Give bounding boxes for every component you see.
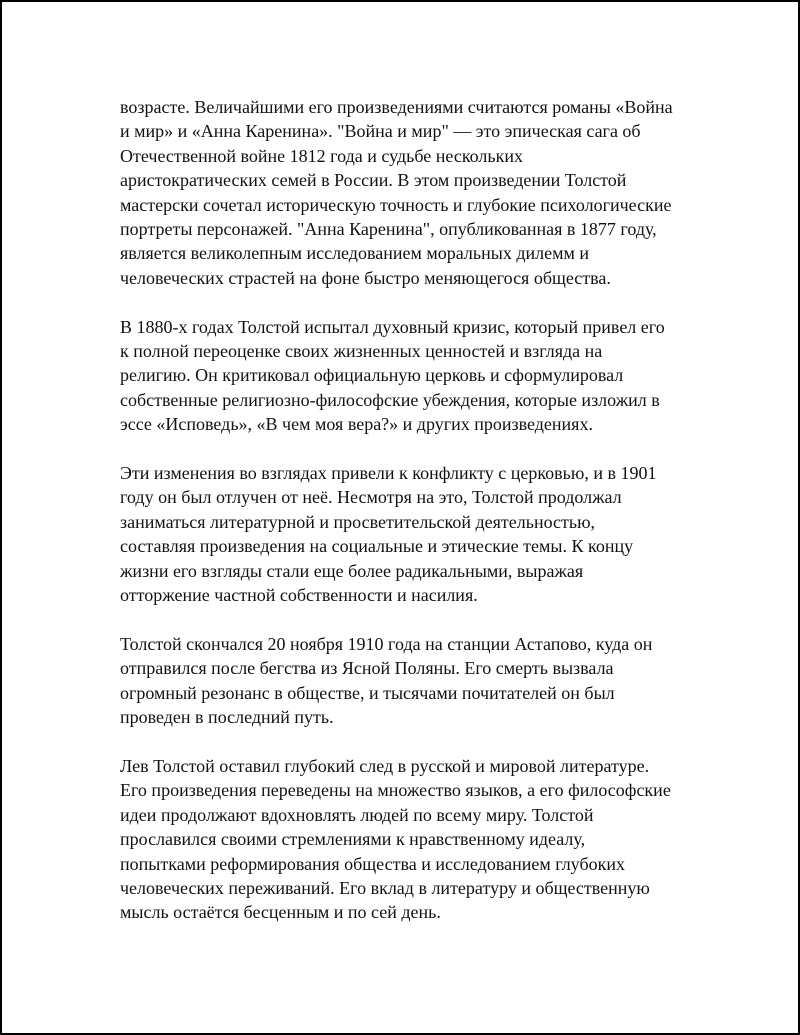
document-body xyxy=(120,95,700,949)
text-line: отправился после бегства из Ясной Поляны. Его смерть вызвала xyxy=(120,658,614,679)
text-line: человеческих переживаний. Его вклад в литературу и общественную xyxy=(120,877,650,898)
text-line: возрасте. Величайшими его произведениями считаются романы «Война xyxy=(120,97,673,117)
text-line: мысль остаётся бесценным и по сей день. xyxy=(120,902,441,923)
text-line: Отечественной войне 1812 года и судьбе нескольких xyxy=(120,145,523,166)
paragraph-3 xyxy=(120,461,700,607)
text-line: Толстой скончался 20 ноября 1910 года на станции Астапово, куда он xyxy=(120,633,653,654)
text-line: Эти изменения во взглядах привели к конфликту с церковью, и в 1901 xyxy=(120,463,657,484)
text-line: проведен в последний путь. xyxy=(120,707,334,728)
paragraph-2 xyxy=(120,315,700,437)
paragraph-1 xyxy=(120,95,700,290)
paragraph-4 xyxy=(120,632,700,730)
text-line: мастерски сочетал историческую точность и глубокие психологические xyxy=(120,194,672,215)
text-line: отторжение частной собственности и насилия. xyxy=(120,585,478,606)
text-line: человеческих страстей на фоне быстро меняющегося общества. xyxy=(120,267,611,288)
text-line: жизни его взгляды стали еще более радикальными, выражая xyxy=(120,560,584,581)
text-line: религию. Он критиковал официальную церковь и сформулировал xyxy=(120,365,624,386)
text-line: году он был отлучен от неё. Несмотря на это, Толстой продолжал xyxy=(120,487,622,508)
text-line: идеи продолжают вдохновлять людей по всему миру. Толстой xyxy=(120,804,594,825)
text-line: Его произведения переведены на множество языков, а его философские xyxy=(120,780,671,801)
text-line: Лев Толстой оставил глубокий след в русской и мировой литературе. xyxy=(120,755,650,776)
text-line: огромный резонанс в обществе, и тысячами почитателей он был xyxy=(120,682,615,703)
text-line: к полной переоценке своих жизненных ценностей и взгляда на xyxy=(120,341,603,362)
text-line: является великолепным исследованием моральных дилемм и xyxy=(120,243,589,264)
text-line: портреты персонажей. "Анна Каренина", опубликованная в 1877 году, xyxy=(120,219,657,240)
text-line: заниматься литературной и просветительской деятельностью, xyxy=(120,511,596,532)
text-line: собственные религиозно-философские убеждения, которые изложил в xyxy=(120,389,660,410)
text-line: составляя произведения на социальные и этические темы. К концу xyxy=(120,536,634,557)
text-line: аристократических семей в России. В этом произведении Толстой xyxy=(120,170,627,191)
text-line: прославился своими стремлениями к нравственному идеалу, xyxy=(120,829,586,850)
text-line: В 1880-х годах Толстой испытал духовный кризис, который привел его xyxy=(120,316,665,337)
text-line: попытками реформирования общества и исследованием глубоких xyxy=(120,853,625,874)
text-line: и мир» и «Анна Каренина». "Война и мир" — это эпическая сага об xyxy=(120,121,641,142)
text-line: эссе «Исповедь», «В чем моя вера?» и других произведениях. xyxy=(120,414,593,435)
paragraph-5 xyxy=(120,754,700,925)
